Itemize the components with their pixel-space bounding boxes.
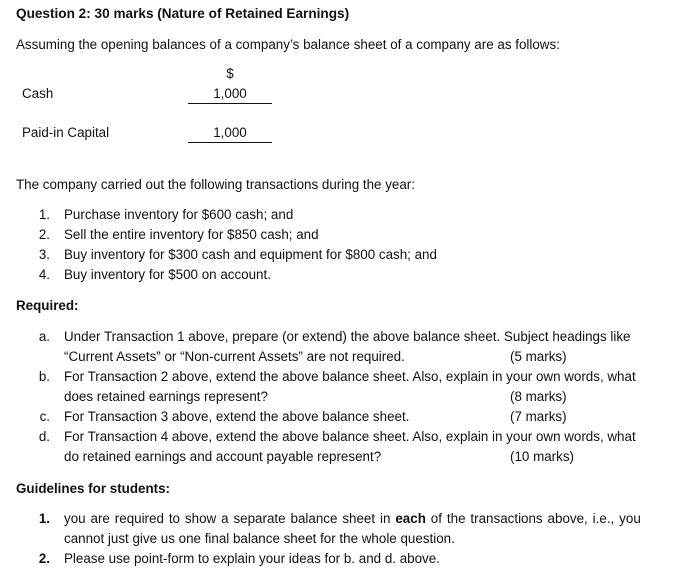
cash-underline	[188, 103, 272, 104]
list-text: For Transaction 3 above, extend the above balance sheet.	[64, 409, 410, 424]
list-text-continued: does retained earnings represent?	[64, 389, 268, 404]
transactions-intro: The company carried out the following transactions during the year:	[16, 177, 415, 192]
list-number: 2.	[38, 227, 50, 242]
list-letter: c.	[39, 409, 50, 424]
guideline-text-part1: you are required to show a separate balance sheet in	[64, 511, 396, 526]
paid-in-capital-label: Paid-in Capital	[22, 125, 110, 140]
list-text: Sell the entire inventory for $850 cash; and	[64, 227, 319, 242]
list-text-continued: cannot just give us one final balance sheet for the whole question.	[64, 531, 455, 546]
list-text: Buy inventory for $500 on account.	[64, 267, 271, 282]
list-text: Purchase inventory for $600 cash; and	[64, 207, 294, 222]
list-letter: b.	[38, 369, 50, 384]
list-letter: a.	[38, 329, 50, 344]
list-text	[64, 511, 641, 526]
list-text: Buy inventory for $300 cash and equipment for $800 cash; and	[64, 247, 437, 262]
list-text-continued: “Current Assets” or “Non-current Assets” are not required.	[64, 349, 405, 364]
cash-value: 1,000	[213, 86, 247, 101]
marks-label: (8 marks)	[510, 389, 567, 404]
paid-in-capital-underline	[188, 142, 272, 143]
list-number: 1.	[38, 511, 50, 526]
list-text: Under Transaction 1 above, prepare (or extend) the above balance sheet. Subject headings like	[64, 329, 631, 344]
list-letter: d.	[38, 429, 50, 444]
question-title: Question 2: 30 marks (Nature of Retained Earnings)	[16, 6, 350, 21]
intro-text: Assuming the opening balances of a company’s balance sheet of a company are as follows:	[16, 37, 560, 52]
list-text: For Transaction 4 above, extend the above balance sheet. Also, explain in your own words, what	[64, 429, 636, 444]
list-text: Please use point-form to explain your ideas for b. and d. above.	[64, 551, 440, 566]
guideline-text-part2: of the transactions above, i.e., you	[425, 511, 641, 526]
list-text-continued: do retained earnings and account payable represent?	[64, 449, 382, 464]
marks-label: (7 marks)	[510, 409, 567, 424]
guidelines-heading: Guidelines for students:	[16, 481, 171, 496]
required-heading: Required:	[16, 298, 79, 313]
paid-in-capital-value: 1,000	[213, 125, 247, 140]
list-number: 4.	[38, 267, 50, 282]
list-number: 2.	[38, 551, 50, 566]
marks-label: (5 marks)	[510, 349, 567, 364]
cash-label: Cash	[22, 86, 54, 101]
emphasis-each: each	[395, 511, 426, 526]
currency-header: $	[226, 66, 234, 81]
list-number: 1.	[38, 207, 50, 222]
marks-label: (10 marks)	[510, 449, 574, 464]
list-number: 3.	[38, 247, 50, 262]
list-text: For Transaction 2 above, extend the above balance sheet. Also, explain in your own words, what	[64, 369, 636, 384]
